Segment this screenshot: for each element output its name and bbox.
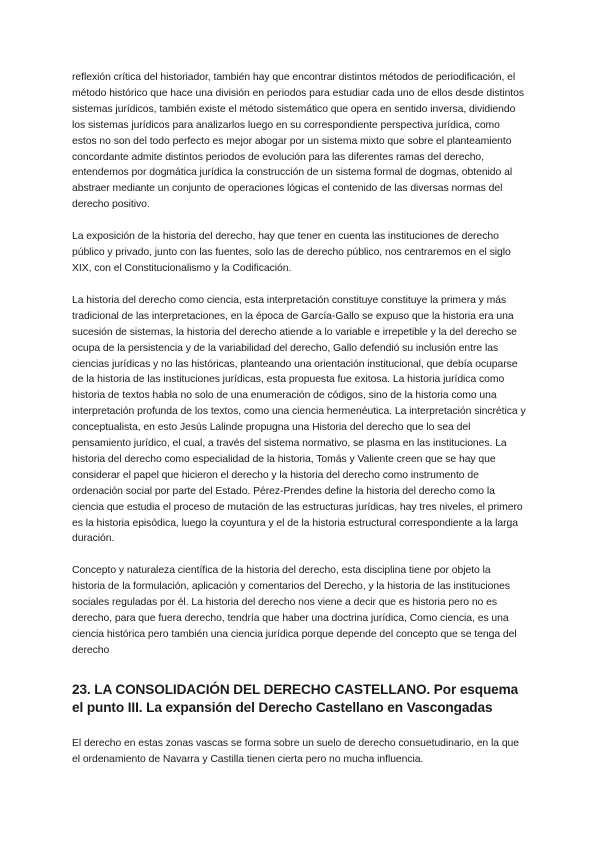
section-heading: 23. LA CONSOLIDACIÓN DEL DERECHO CASTELLANO. Por esquema el punto III. La expansión del Derecho Castellano en Vascongadas [72, 681, 519, 715]
paragraph-methods: reflexión crítica del historiador, también hay que encontrar distintos métodos de periodificación, el método histórico que hace una división en periodos para estudiar cada uno de ellos desde distintos sistemas jurídicos, también existe el método sistemático que opera en sentido inversa, dividiendo los sistemas jurídicos para analizarlos luego en su correspondiente perspectiva jurídica, como estos no son del todo perfecto es mejor abogar por un sistema mixto que sobre el planteamiento concordante admite distintos periodos de evolución para las diferentes ramas del derecho, entendemos por dogmática jurídica la construcción de un sistema formal de dogmas, obtenido al abstraer mediante un conjunto de operaciones lógicas el contenido de las diversas normas del derecho positivo. [72, 72, 525, 211]
paragraph-basque-law: El derecho en estas zonas vascas se forma sobre un suelo de derecho consuetudinario, en la que el ordenamiento de Navarra y Castilla tienen cierta pero no mucha influencia. [72, 737, 519, 765]
paragraph-exposition: La exposición de la historia del derecho, hay que tener en cuenta las instituciones de derecho público y privado, junto con las fuentes, solo las de derecho público, nos centraremos en el siglo XIX, con el Constitucionalismo y la Codificación. [72, 231, 511, 274]
document-page [72, 70, 526, 784]
paragraph-history-as-science: La historia del derecho como ciencia, esta interpretación constituye constituye la primera y más tradicional de las interpretaciones, en la época de García-Gallo se expuso que la historia era una sucesión de sistemas, la historia del derecho atiende a lo variable e irrepetible y la del derecho se ocupa de la persistencia y de la variabilidad del derecho, Gallo defendió su inclusión entre las ciencias jurídicas y no las históricas, planteando una orientación institucional, que debía ocuparse de la historia de las instituciones jurídicas, esta propuesta fue exitosa. La historia jurídica como historia de textos habla no solo de una enumeración de códigos, sino de la historia como una interpretación profunda de los textos, como una ciencia hermenéutica. La interpretación sincrética y conceptualista, en esto Jesús Lalinde propugna una Historia del derecho que lo sea del pensamiento jurídico, el cual, a través del sistema normativo, se plasma en las instituciones. La historia del derecho como especialidad de la historia, Tomás y Valiente creen que se hay que considerar el papel que hicieron el derecho y la historia del derecho como instrumento de ordenación social por parte del Estado. Pérez-Prendes define la historia del derecho como la ciencia que estudia el proceso de mutación de las estructuras jurídicas, hay tres niveles, el primero es la historia episódica, luego la coyuntura y el de la historia estructural correspondiente a la larga duración. [72, 294, 526, 545]
paragraph-concept-nature: Concepto y naturaleza científica de la historia del derecho, esta disciplina tiene por objeto la historia de la formulación, aplicación y comentarios del Derecho, y la historia de las instituciones sociales reguladas por él. La historia del derecho nos viene a decir que es historia pero no es derecho, para que fuera derecho, tendría que haber una doctrina jurídica, Como ciencia, es una ciencia histórica pero también una ciencia jurídica porque depende del concepto que se tenga del derecho [72, 565, 517, 656]
